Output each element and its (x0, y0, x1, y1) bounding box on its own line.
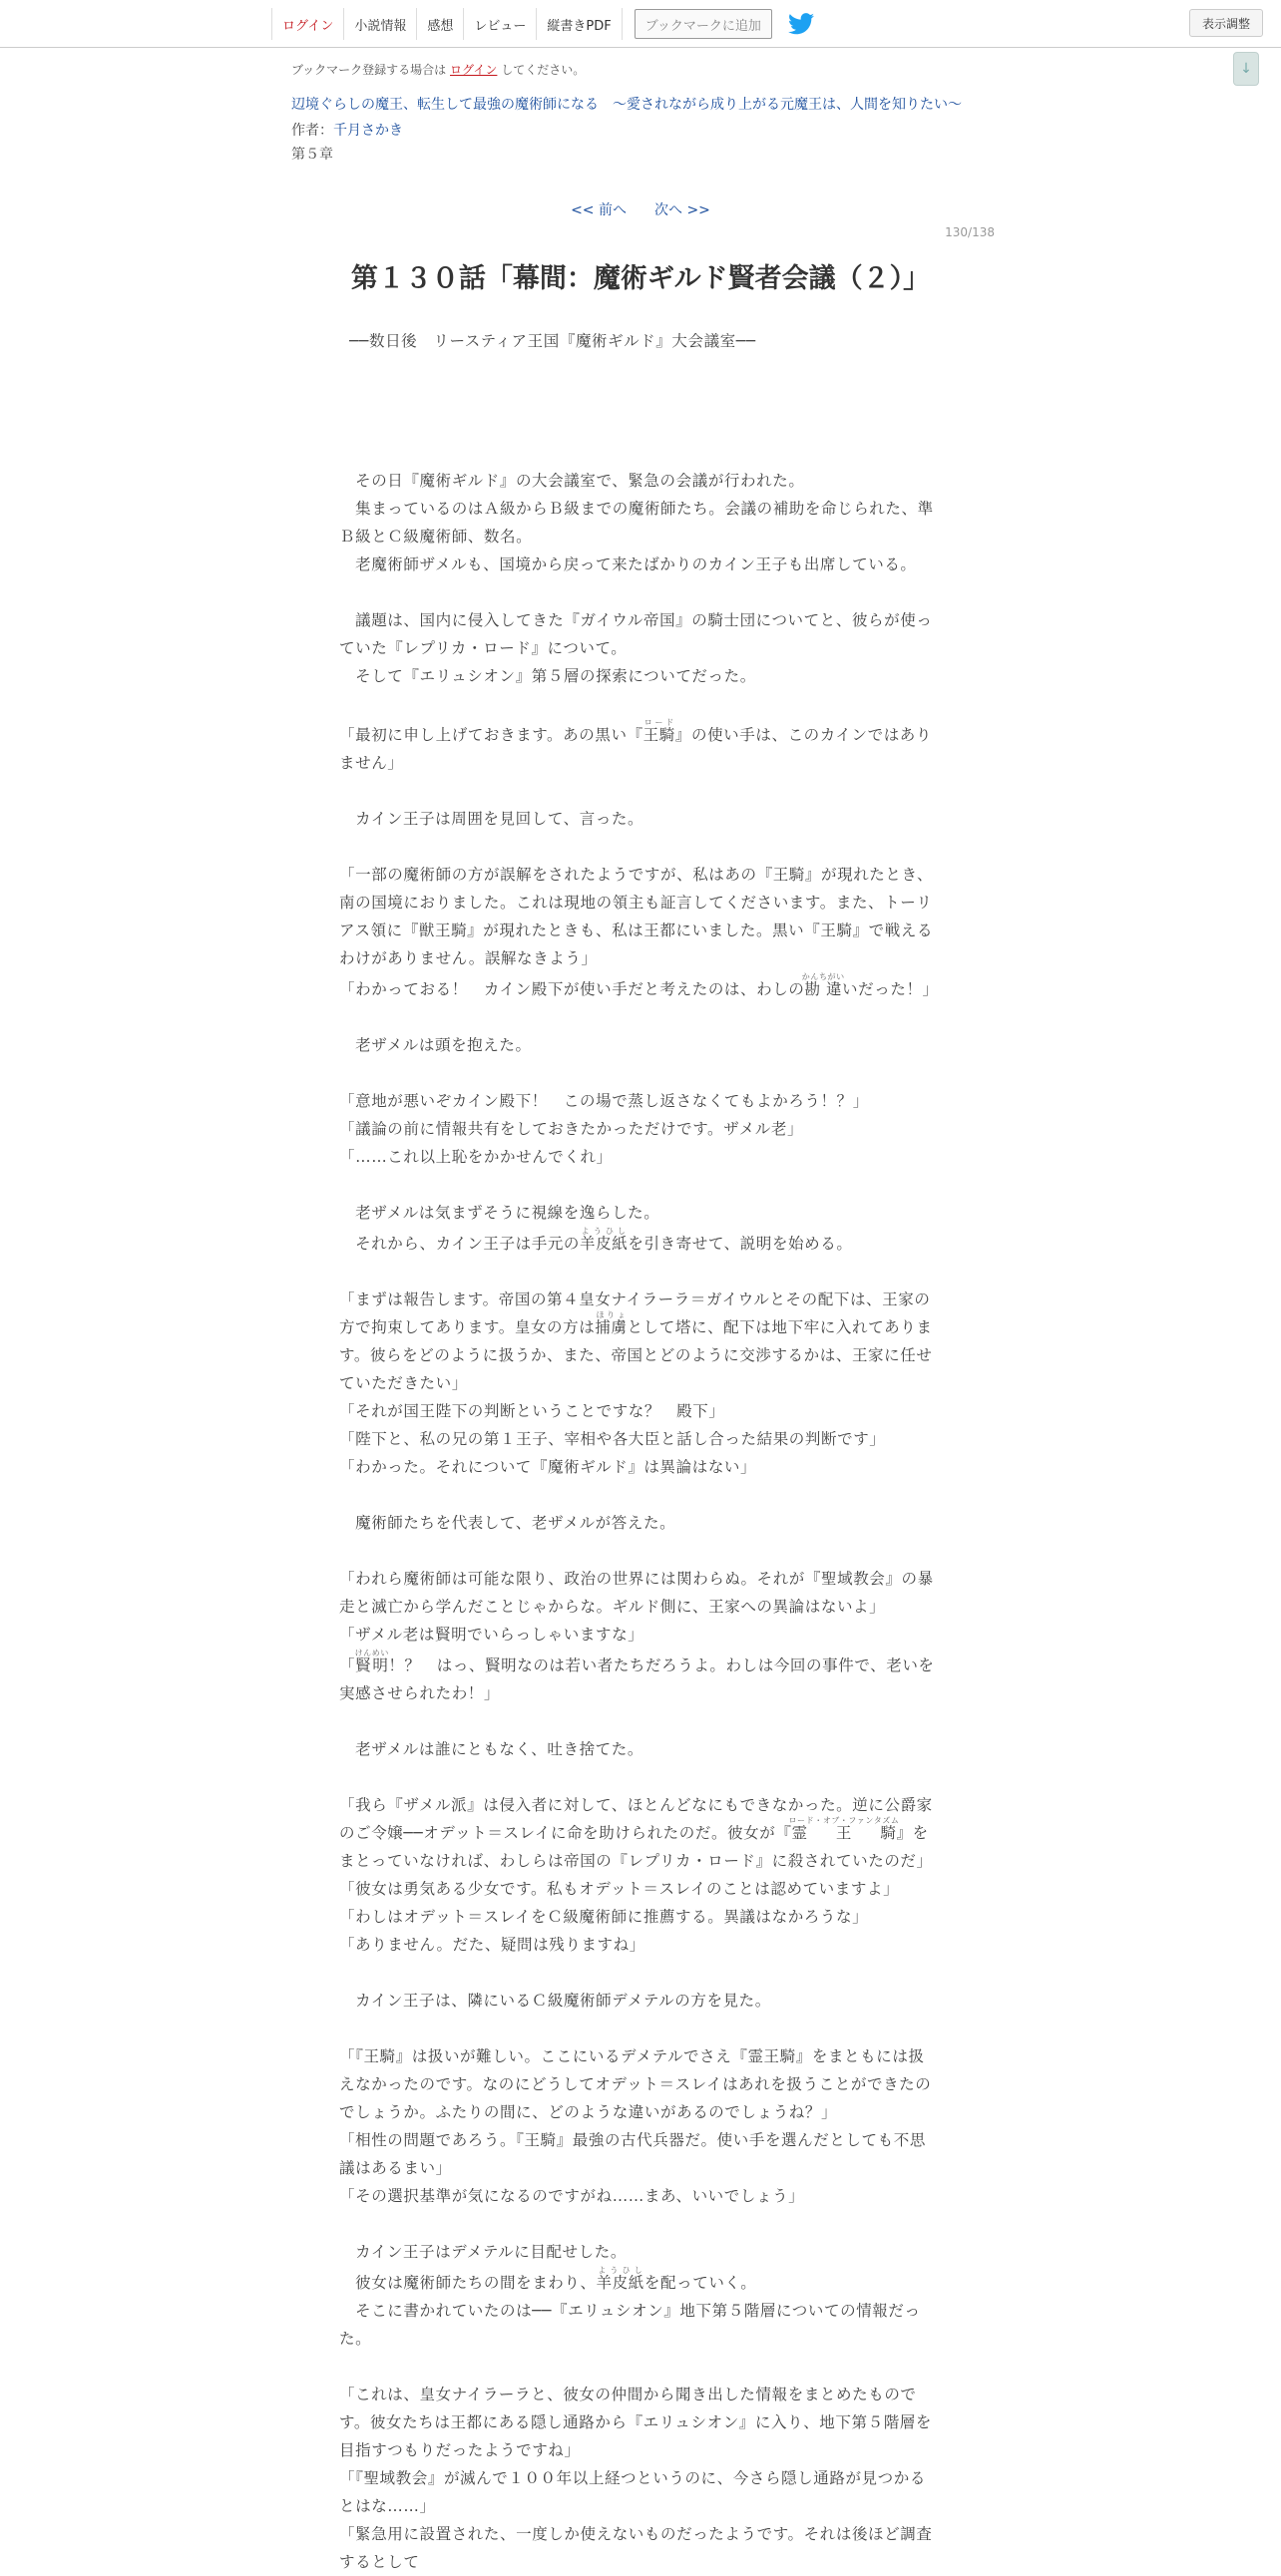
bookmark-login-note: ブックマーク登録する場合は ログイン してください。 (291, 63, 586, 77)
author-line: 作者：千月さかき (291, 123, 403, 139)
vertical-pdf-link[interactable]: 縦書きPDF (536, 8, 622, 40)
scroll-down-button[interactable] (1233, 52, 1259, 86)
paragraph: 老魔術師ザメルも、国境から戻って来たばかりのカイン王子も出席している。 (339, 555, 917, 573)
arrow-down-icon: ↓ (1240, 61, 1252, 77)
paragraph: 老ザメルは頭を抱えた。 (339, 1036, 532, 1054)
top-navigation (271, 8, 816, 40)
paragraph: 「陛下と、私の兄の第１王子、宰相や各大臣と話し合った結果の判断です」 (339, 1430, 886, 1448)
series-title-link[interactable]: 辺境ぐらしの魔王、転生して最強の魔術師になる 〜愛されながら成り上がる元魔王は、人間を知りたい〜 (291, 97, 962, 113)
paragraph: 「わかっておる！ カイン殿下が使い手だと考えたのは、わしの勘違かんちがいいだった！」 (339, 972, 939, 998)
paragraph: 魔術師たちを代表して、老ザメルが答えた。 (339, 1514, 676, 1532)
paragraph: 「『王騎』は扱いが難しい。ここにいるデメテルでさえ『霊王騎』をまともには扱えなかったのです。なのにどうしてオデット＝スレイはあれを扱うことができたのでしょうか。ふたりの間に、どのような違いがあるのでしょうね？」 (339, 2047, 932, 2121)
paragraph: 集まっているのはＡ級からＢ級までの魔術師たち。会議の補助を命じられた、準Ｂ級とＣ級魔術師、数名。 (339, 500, 934, 546)
bookmark-login-link[interactable]: ログイン (450, 63, 498, 77)
paragraph: その日『魔術ギルド』の大会議室で、緊急の会議が行われた。 (339, 472, 805, 490)
ruby-text: 王騎ロード (642, 718, 675, 744)
paragraph: 老ザメルは気まずそうに視線を逸らした。 (339, 1204, 660, 1222)
novel-header (291, 60, 990, 166)
paragraph: 「わかった。それについて『魔術ギルド』は異論はない」 (339, 1458, 757, 1476)
novel-info-link[interactable]: 小説情報 (343, 8, 416, 40)
paragraph: 「わしはオデット＝スレイをＣ級魔術師に推薦する。異議はなかろうな」 (339, 1908, 869, 1926)
author-link[interactable]: 千月さかき (333, 123, 403, 139)
paragraph: 「まずは報告します。帝国の第４皇女ナイラーラ＝ガイウルとその配下は、王家の方で拘束してあります。皇女の方は捕虜ほりょとして塔に、配下は地下牢に入れてあります。彼らをどのように扱うか、また、帝国とどのように交渉するかは、王家に任せていただきたい」 (339, 1290, 933, 1392)
paragraph: 「それが国王陛下の判断ということですな？ 殿下」 (339, 1402, 725, 1420)
paragraph: 「『聖域教会』が滅んで１００年以上経つというのに、今さら隠し通路が見つかるとはな……」 (339, 2469, 926, 2515)
chapter-title: 第５章 (291, 147, 333, 163)
twitter-icon[interactable] (788, 12, 816, 36)
ruby-text: 勘違かんちがい (801, 972, 845, 998)
paragraph: 「賢明けんめい！？ はっ、賢明なのは若い者たちだろうよ。わしは今回の事件で、老いを実感させられたわ！」 (339, 1649, 935, 1702)
paragraph: 「我ら『ザメル派』は侵入者に対して、ほとんどなにもできなかった。逆に公爵家のご令嬢──オデット＝スレイに命を助けられたのだ。彼女が『霊 王 騎ロード・オブ・ファンタズム』をまとっていなければ、わしらは帝国の『レプリカ・ロード』に殺されていたのだ」 (339, 1796, 933, 1870)
paragraph: それから、カイン王子は手元の羊皮紙ようひしを引き寄せて、説明を始める。 (339, 1227, 853, 1253)
next-link[interactable]: 次へ >> (654, 202, 710, 218)
page-count: 130/138 (945, 225, 995, 239)
paragraph: カイン王子は周囲を見回して、言った。 (339, 810, 644, 828)
add-bookmark-button[interactable]: ブックマークに追加 (635, 9, 772, 39)
paragraph: 「われら魔術師は可能な限り、政治の世界には関わらぬ。それが『聖域教会』の暴走と滅亡から学んだことじゃからな。ギルド側に、王家への異論はないよ」 (339, 1570, 934, 1616)
prev-link[interactable]: << 前へ (571, 202, 627, 218)
login-link[interactable]: ログイン (271, 8, 343, 40)
paragraph: 「意地が悪いぞカイン殿下！ この場で蒸し返さなくてもよかろう！？」 (339, 1092, 869, 1110)
paragraph: カイン王子はデメテルに目配せした。 (339, 2243, 627, 2261)
paragraph: 「ありません。だた、疑問は残りますね」 (339, 1936, 645, 1954)
scene-heading: ──数日後 リースティア王国『魔術ギルド』大会議室── (333, 332, 756, 350)
top-bar (0, 0, 1281, 48)
paragraph: そして『エリュシオン』第５層の探索についてだった。 (339, 667, 756, 685)
paragraph: 彼女は魔術師たちの間をまわり、羊皮紙ようひしを配っていく。 (339, 2266, 757, 2292)
episode-title: 第１３０話「幕間：魔術ギルド賢者会議（２）」 (350, 263, 931, 294)
episode-pager (0, 199, 1281, 219)
paragraph: 「緊急用に設置された、一度しか使えないものだったようです。それは後ほど調査するとして (339, 2525, 933, 2571)
paragraph: カイン王子は、隣にいるＣ級魔術師デメテルの方を見た。 (339, 1992, 771, 2010)
ruby-text: 賢明けんめい (354, 1649, 389, 1674)
ruby-text: 霊 王 騎ロード・オブ・ファンタズム (788, 1816, 900, 1842)
display-settings-button[interactable]: 表示調整 (1189, 9, 1263, 37)
review-link[interactable]: レビュー (463, 8, 536, 40)
paragraph: 「その選択基準が気になるのですがね……まあ、いいでしょう」 (339, 2187, 805, 2205)
paragraph: 「一部の魔術師の方が誤解をされたようですが、私はあの『王騎』が現れたとき、南の国境におりました。これは現地の領主も証言してくださいます。また、トーリアス領に『獣王騎』が現れたときも、私は王都にいました。黒い『王騎』で戦えるわけがありません。誤解なきよう」 (339, 866, 934, 967)
paragraph: 老ザメルは誰にともなく、吐き捨てた。 (339, 1740, 643, 1758)
paragraph: 「相性の問題であろう。『王騎』最強の古代兵器だ。使い手を選んだとしても不思議はあるまい」 (339, 2131, 926, 2177)
novel-body (333, 327, 940, 2576)
ruby-text: 羊皮紙ようひし (580, 1227, 629, 1253)
impressions-link[interactable]: 感想 (416, 8, 463, 40)
ruby-text: 捕虜ほりょ (595, 1310, 628, 1336)
paragraph: 「彼女は勇気ある少女です。私もオデット＝スレイのことは認めていますよ」 (339, 1880, 900, 1898)
paragraph: 「議論の前に情報共有をしておきたかっただけです。ザメル老」 (339, 1120, 804, 1138)
paragraph: そこに書かれていたのは──『エリュシオン』地下第５階層についての情報だった。 (339, 2302, 921, 2348)
paragraph: 「最初に申し上げておきます。あの黒い『王騎ロード』の使い手は、このカインではありません」 (339, 718, 933, 772)
paragraph: 議題は、国内に侵入してきた『ガイウル帝国』の騎士団についてと、彼らが使っていた『レプリカ・ロード』について。 (339, 611, 933, 657)
paragraph: 「……これ以上恥をかかせんでくれ」 (339, 1148, 613, 1166)
paragraph: 「ザメル老は賢明でいらっしゃいますな」 (339, 1626, 644, 1644)
ruby-text: 羊皮紙ようひし (596, 2266, 644, 2292)
paragraph: 「これは、皇女ナイラーラと、彼女の仲間から聞き出した情報をまとめたものです。彼女たちは王都にある隠し通路から『エリュシオン』に入り、地下第５階層を目指すつもりだったようですね」 (339, 2386, 932, 2459)
